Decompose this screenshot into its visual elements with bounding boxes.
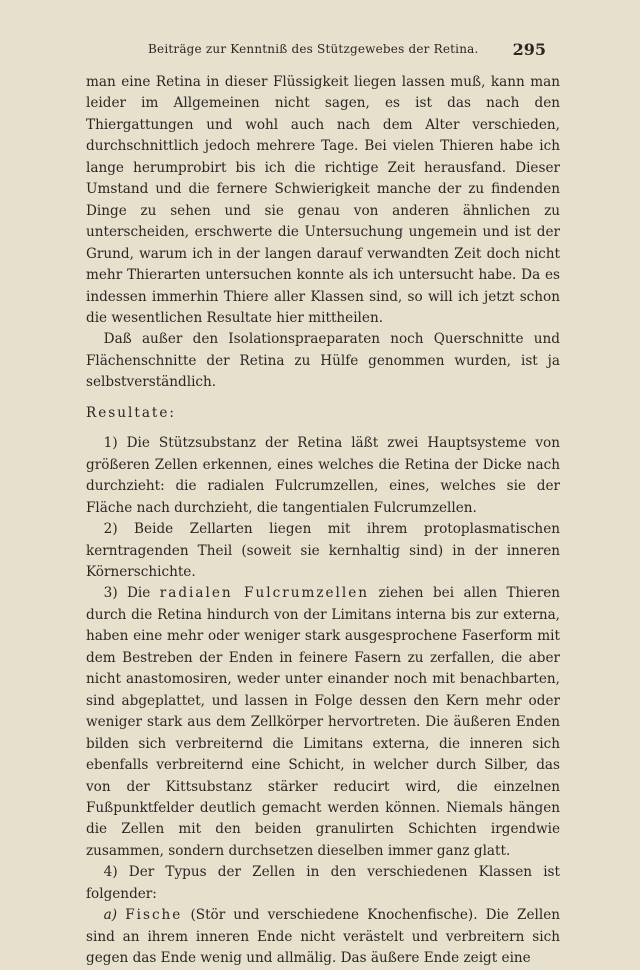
- paragraph: Daß außer den Isolationspraeparaten noch Querschnitte und Flächenschnitte der Retina zu Hülfe genommen wurden, ist ja selbstverständlich.: [86, 331, 560, 391]
- running-title: Beiträge zur Kenntniß des Stützgewebes der Retina.: [148, 42, 479, 56]
- result-prefix: 3) Die: [103, 585, 160, 602]
- result-item: 2) Beide Zellarten liegen mit ihrem protoplasmatischen kerntragenden Theil (soweit sie kernhaltig sind) in der inneren Körnerschichte.: [86, 521, 560, 580]
- spaced-term: Fische: [125, 907, 183, 924]
- paragraph: man eine Retina in dieser Flüssigkeit liegen lassen muß, kann man leider im Allgemeinen nicht sagen, es ist das nach den Thiergattungen und wohl auch nach dem Alter verschieden, durchschnittlich jedoch mehrere Tage. Bei vielen Thieren habe ich lange herumprobirt bis ich die richtige Zeit herausfand. Dieser Umstand und die fernere Schwierigkeit manche der zu findenden Dinge zu sehen und sie genau von anderen ähnlichen zu unterscheiden, erschwerte die Untersuchung ungemein und ist der Grund, warum ich in der langen darauf verwandten Zeit doch nicht mehr Thierarten untersuchen konnte als ich untersucht habe. Da es indessen immerhin Thiere aller Klassen sind, so will ich jetzt schon die wesentlichen Resultate hier mittheilen.: [86, 74, 560, 326]
- result-item: 1) Die Stützsubstanz der Retina läßt zwei Hauptsysteme von größeren Zellen erkennen, eines welches die Retina der Dicke nach durchzieht: die radialen Fulcrumzellen, eines, welches sie der Fläche nach durchzieht, die tangentialen Fulcrumzellen.: [86, 435, 560, 516]
- page-header: [86, 40, 546, 64]
- subitem-label: a): [103, 907, 118, 924]
- result-item: 4) Der Typus der Zellen in den verschiedenen Klassen ist folgender:: [86, 864, 560, 902]
- result-text: ziehen bei allen Thieren durch die Retina hindurch von der Limitans interna bis zur externa, haben eine mehr oder weniger stark ausgesprochene Faserform mit dem Bestreben der Enden in feinere Fasern zu zerfallen, die aber nicht anastomosiren, weder unter einander noch mit benachbarten, sind abgeplattet, und lassen in Folge dessen den Kern mehr oder weniger stark aus dem Zellkörper hervortreten. Die äußeren Enden bilden sich verbreiternd die Limitans externa, die inneren sich ebenfalls verbreiternd eine Schicht, in welcher durch Silber, das von der Kittsubstanz stärker reducirt wird, die einzelnen Fußpunktfelder deutlich gemacht werden können. Niemals hängen die Zellen mit den beiden granulirten Schichten irgendwie zusammen, sondern durchsetzen dieselben immer ganz glatt.: [86, 585, 560, 859]
- body-text: [86, 72, 560, 970]
- section-heading: Resultate:: [86, 404, 177, 421]
- result-text: (Stör und verschiedene Knochenfische). Die Zellen sind an ihrem inneren Ende nicht verästelt und verbreitern sich gegen das Ende wenig und allmälig. Das äußere Ende zeigt eine: [86, 907, 560, 967]
- result-item: [86, 583, 560, 862]
- result-subitem: [86, 905, 560, 969]
- spaced-term: radialen Fulcrumzellen: [159, 585, 370, 602]
- page-number: 295: [512, 40, 546, 59]
- results-list: [86, 433, 560, 969]
